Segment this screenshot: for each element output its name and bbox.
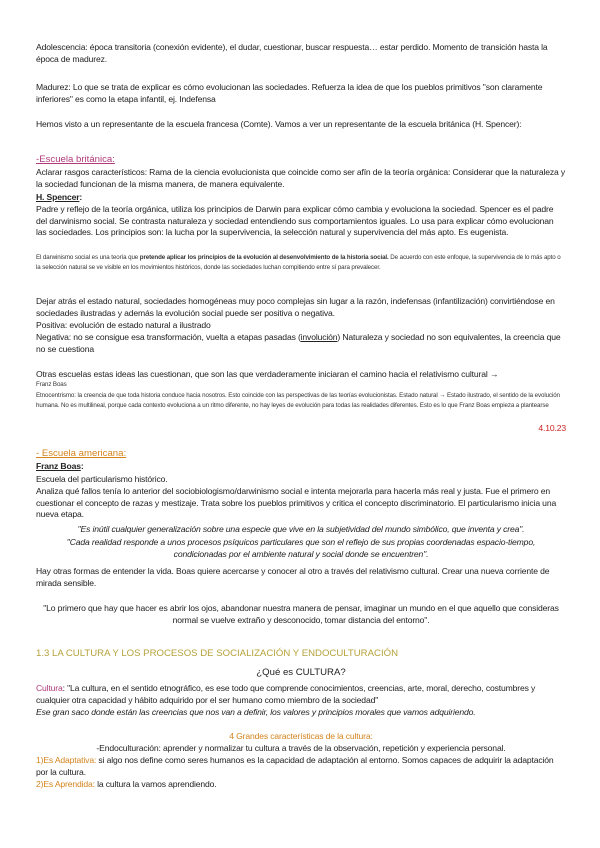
quote-generalizacion: "Es inútil cualquier generalización sobre una especie que vive en la subjetividad del mundo simbólico, que inventa y crea". xyxy=(77,524,525,534)
aprendida-label: 2)Es Aprendida: xyxy=(36,779,95,789)
paragraph-darwinismo-social-small: El darwinismo social es una teoría que pretende aplicar los principios de la evolución al desenvolvimiento de la historia social. De acuerdo con este enfoque, la supervivencia de lo más apto o la selección natural se ve visible en los movimientos históricos, donde las sociedades luchan compitiendo entre sí para prevalecer. xyxy=(36,254,561,272)
paragraph-endoculturacion: -Endoculturación: aprender y normalizar tu cultura a través de la observación, repetición y experiencia personal. xyxy=(96,743,506,753)
cultura-label: Cultura xyxy=(36,683,63,693)
paragraph-aclarar-rasgos: Aclarar rasgos característicos: Rama de la ciencia evolucionista que coincide como ser afín de la teoría orgánica: Considerar que la naturaleza y la sociedad funcionan de la misma manera, de manera equivalente. xyxy=(36,167,566,189)
quote-abrir-los-ojos: "Lo primero que hay que hacer es abrir los ojos, abandonar nuestra manera de pensar, imaginar un mundo en el que aquello que consideras normal se vuelve extraño y desconocido, tomar distancia del entorno". xyxy=(43,603,559,625)
paragraph-etnocentrismo: Etnocentrismo: la creencia de que toda historia conduce hacia nosotros. Esto coincide con las perspectivas de las teorías evolucionistas. Estado natural → Estado ilustrado, el sentido de la evolución humana. No es multilineal, porque cada contexto evoluciona a un ritmo diferente, no hay leyes de evolución para todas las realidades diferentes. Esto es lo que Franz Boas empieza a plantearse xyxy=(36,392,560,410)
heading-escuela-britanica: -Escuela británica: xyxy=(36,154,115,165)
subheading-spencer xyxy=(36,192,566,204)
heading-escuela-americana: - Escuela americana: xyxy=(36,448,127,459)
paragraph-hay-otras-formas: Hay otras formas de entender la vida. Boas quiere acercarse y conocer al otro a través del relativismo cultural. Crear una nueva corriente de mirada sensible. xyxy=(36,566,550,588)
paragraph-madurez: Madurez: Lo que se trata de explicar es cómo evolucionan las sociedades. Refuerza la idea de que los pueblos primitivos "son claramente inferiores" es como la etapa infantil, ej. Indefensa xyxy=(36,82,543,104)
spencer-name: H. Spencer xyxy=(36,192,80,202)
heading-que-es-cultura: ¿Qué es CULTURA? xyxy=(256,667,346,678)
franz-boas-small: Franz Boas xyxy=(36,381,67,388)
paragraph-particularismo: Escuela del particularismo histórico. xyxy=(36,474,168,484)
paragraph-adolescencia: Adolescencia: época transitoria (conexión evidente), el dudar, cuestionar, buscar respuesta… estar perdido. Momento de transición hasta la época de madurez. xyxy=(36,42,548,64)
subheading-franz-boas: Franz Boas: xyxy=(36,461,84,471)
paragraph-otras-escuelas: Otras escuelas estas ideas las cuestionan, que son las que verdaderamente iniciaran el camino hacia el relativismo cultural → xyxy=(36,369,499,379)
involucion-word: involución xyxy=(300,332,338,342)
heading-cuatro-caracteristicas: 4 Grandes características de la cultura: xyxy=(229,731,373,741)
paragraph-negativa: Negativa: no se consigue esa transformación, vuelta a etapas pasadas (involución) Naturaleza y sociedad no son equivalentes, la creencia que no se cuestiona xyxy=(36,332,561,354)
paragraph-positiva: Positiva: evolución de estado natural a ilustrado xyxy=(36,320,211,330)
list-item-adaptativa: 1)Es Adaptativa: si algo nos define como seres humanos es la capacidad de adaptación al entorno. Somos capaces de adquirir la adaptación por la cultura. xyxy=(36,755,554,777)
heading-section-1-3: 1.3 LA CULTURA Y LOS PROCESOS DE SOCIALIZACIÓN Y ENDOCULTURACIÓN xyxy=(36,648,398,659)
paragraph-cultura-definicion: Cultura: "La cultura, en el sentido etnográfico, es ese todo que comprende conocimientos, creencias, arte, moral, derecho, costumbres y cualquier otra capacidad y hábito adquirido por el ser humano como miembro de la sociedad" xyxy=(36,683,536,705)
paragraph-hemos-visto: Hemos visto a un representante de la escuela francesa (Comte). Vamos a ver un representante de la escuela británica (H. Spencer): xyxy=(36,119,522,129)
adaptativa-label: 1)Es Adaptativa: xyxy=(36,755,97,765)
paragraph-analiza: Analiza qué fallos tenía lo anterior del sociobiologismo/darwinismo social e intenta mejorarla para hacerla más real y justa. Fue el primero en cuestionar el concepto de razas y mestizaje. Trata sobre los pueblos primitivos y critica el concepto discriminatorio. El particularismo inicia una nueva etapa. xyxy=(36,486,557,520)
boas-name: Franz Boas xyxy=(36,461,81,471)
date-label: 4.10.23 xyxy=(538,423,566,433)
paragraph-spencer: Padre y reflejo de la teoría orgánica, utiliza los principios de Darwin para explicar cómo cambia y evoluciona la sociedad. Spencer es el padre del darwinismo social. Se contrasta naturaleza y sociedad entendiendo sus comportamientos iguales. Lo usa para explicar cómo evolucionan las sociedades. Los principios son: la lucha por la supervivencia, la selección natural y supervivencia del más apto. Es eugenista. xyxy=(36,204,554,238)
paragraph-gran-saco: Ese gran saco donde están las creencias que nos van a definir, los valores y principios morales que vamos adquiriendo. xyxy=(36,707,476,717)
spencer-colon: : xyxy=(79,192,83,202)
list-item-aprendida: 2)Es Aprendida: la cultura la vamos aprendiendo. xyxy=(36,779,217,789)
paragraph-dejar-atras: Dejar atrás el estado natural, sociedades homogéneas muy poco complejas sin lugar a la razón, indefensas (infantilización) convirtiéndose en sociedades ilustradas y además la evolución social puede ser positiva o negativa. xyxy=(36,296,555,318)
quote-realidad: "Cada realidad responde a unos procesos psíquicos particulares que son el reflejo de sus propias coordenadas espacio-tiempo, condicionadas por el ambiente natural y social donde se encuentren". xyxy=(66,537,536,559)
